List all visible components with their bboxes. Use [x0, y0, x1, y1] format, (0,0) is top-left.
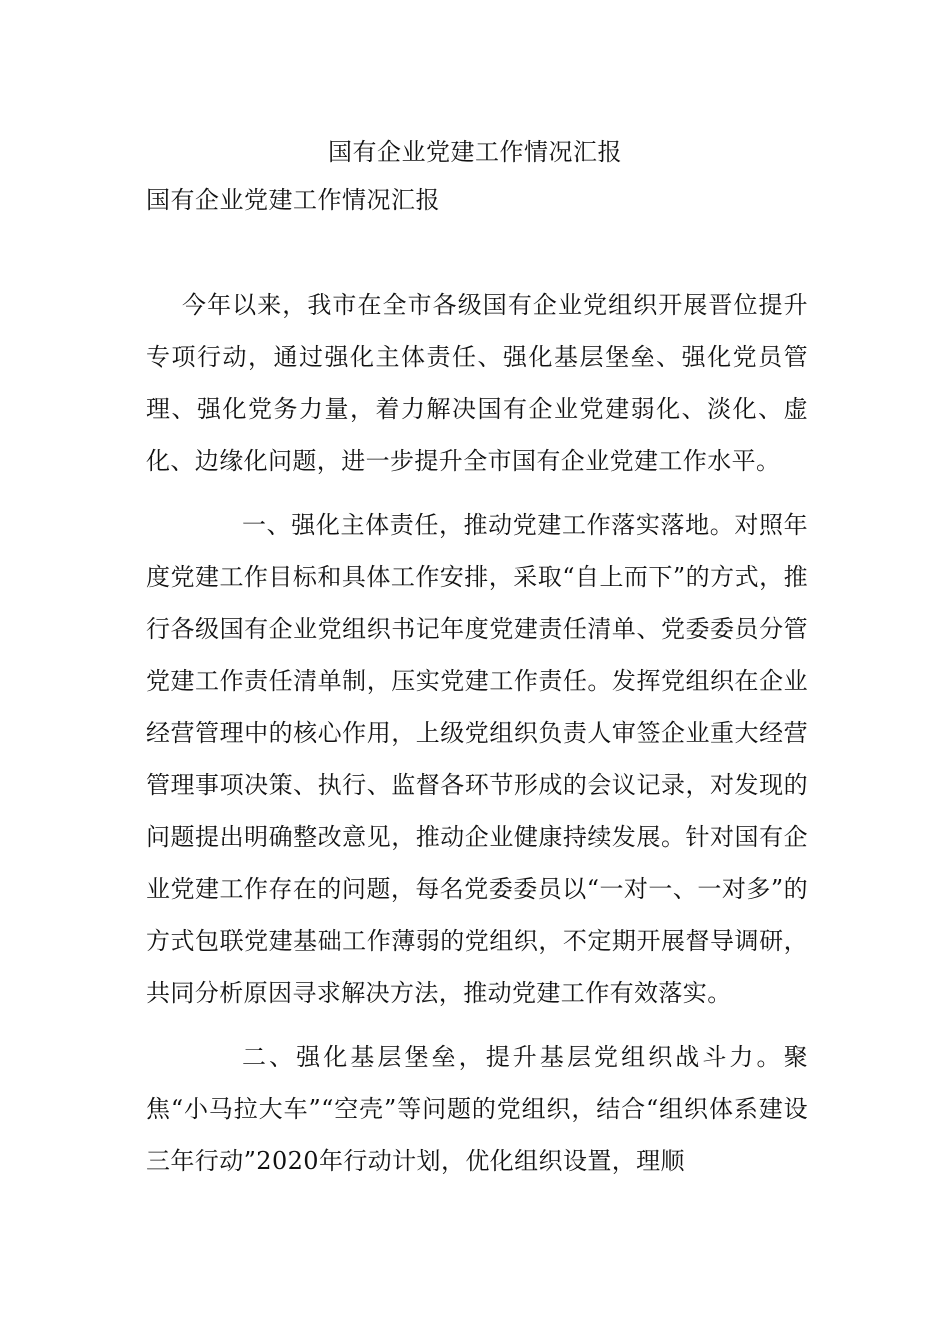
document-subtitle: 国有企业党建工作情况汇报 [146, 186, 440, 214]
section-two-paragraph: 二、强化基层堡垒，提升基层党组织战斗力。聚焦“小马拉大车”“空壳”等问题的党组织，结合“组织体系建设三年行动”2020年行动计划，优化组织设置，理顺 [146, 1043, 808, 1175]
document-title: 国有企业党建工作情况汇报 [328, 138, 622, 166]
document-body [146, 279, 808, 1187]
intro-paragraph: 今年以来，我市在全市各级国有企业党组织开展晋位提升专项行动，通过强化主体责任、强化基层堡垒、强化党员管理、强化党务力量，着力解决国有企业党建弱化、淡化、虚化、边缘化问题，进一步提升全市国有企业党建工作水平。 [146, 291, 808, 475]
section-one-paragraph: 一、强化主体责任，推动党建工作落实落地。对照年度党建工作目标和具体工作安排，采取“自上而下”的方式，推行各级国有企业党组织书记年度党建责任清单、党委委员分管党建工作责任清单制，压实党建工作责任。发挥党组织在企业经营管理中的核心作用，上级党组织负责人审签企业重大经营管理事项决策、执行、监督各环节形成的会议记录，对发现的问题提出明确整改意见，推动企业健康持续发展。针对国有企业党建工作存在的问题，每名党委委员以“一对一、一对多”的方式包联党建基础工作薄弱的党组织，不定期开展督导调研，共同分析原因寻求解决方法，推动党建工作有效落实。 [146, 511, 808, 1007]
